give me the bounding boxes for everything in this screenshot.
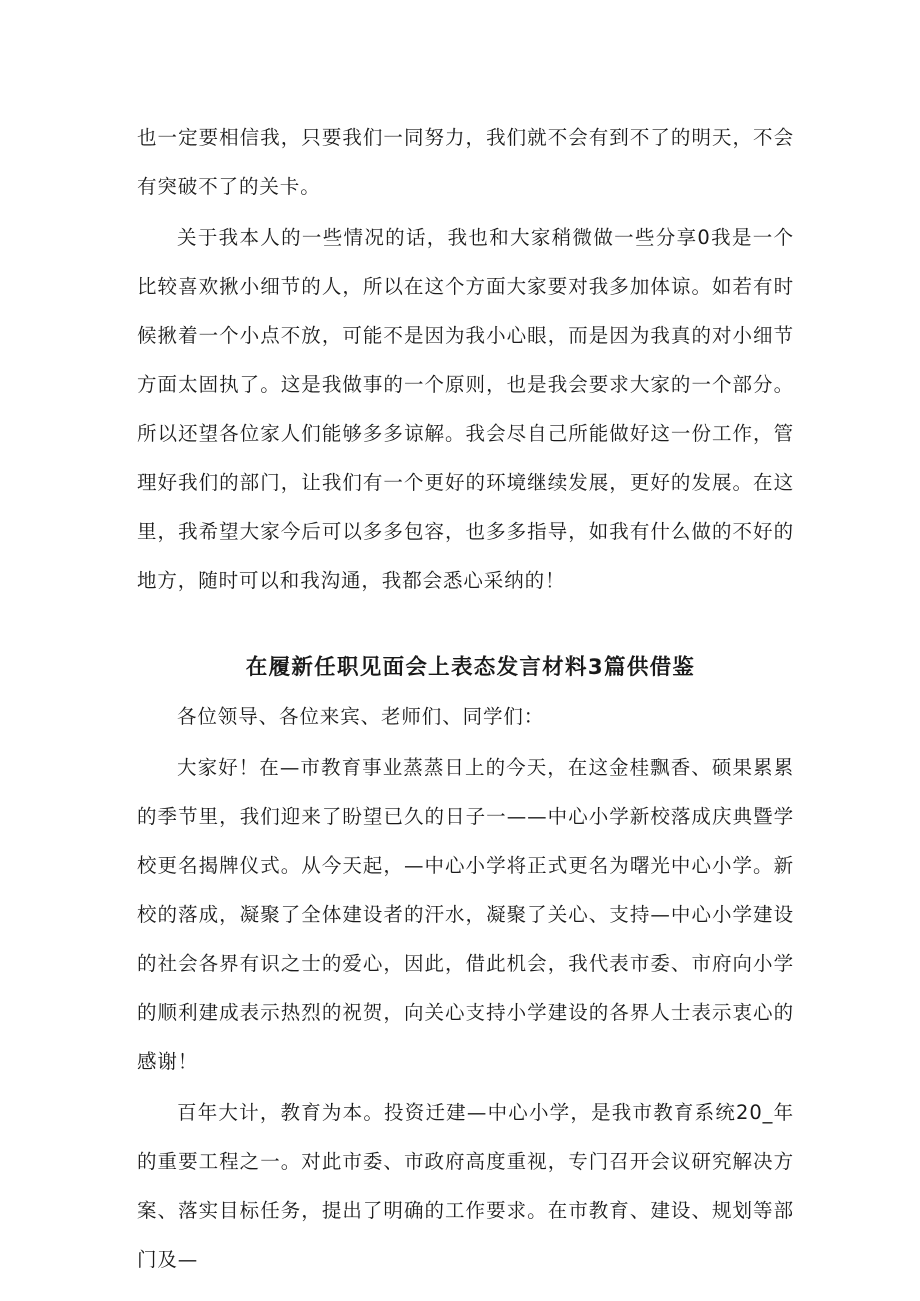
section-title: 在履新任职见面会上表态发言材料3篇供借鉴 bbox=[245, 655, 696, 680]
salutation: 各位领导、各位来宾、老师们、同学们： bbox=[177, 705, 545, 728]
body-paragraph-1: 大家好！在—市教育事业蒸蒸日上的今天，在这金桂飘香、硕果累累的季节里，我们迎来了盼望已久的日子一——中心小学新校落成庆典暨学校更名揭牌仪式。从今天起，—中心小学将正式更名为曙光中心小学。新校的落成，凝聚了全体建设者的汗水，凝聚了关心、支持—中心小学建设的社会各界有识之士的爱心，因此，借此机会，我代表市委、市府向小学的顺利建成表示热烈的祝贺，向关心支持小学建设的各界人士表示衷心的感谢！ bbox=[137, 756, 794, 1073]
body-paragraph-2: 百年大计，教育为本。投资迁建—中心小学，是我市教育系统20_年的重要工程之一。对此市委、市政府高度重视，专门召开会议研究解决方案、落实目标任务，提出了明确的工作要求。在市教育、建设、规划等部门及— bbox=[137, 1101, 794, 1271]
intro-paragraph: 关于我本人的一些情况的话，我也和大家稍微做一些分享0我是一个比较喜欢揪小细节的人，所以在这个方面大家要对我多加体谅。如若有时候揪着一个小点不放，可能不是因为我小心眼，而是因为我真的对小细节方面太固执了。这是我做事的一个原则，也是我会要求大家的一个部分。所以还望各位家人们能够多多谅解。我会尽自己所能做好这一份工作，管理好我们的部门，让我们有一个更好的环境继续发展，更好的发展。在这里，我希望大家今后可以多多包容，也多多指导，如我有什么做的不好的地方，随时可以和我沟通，我都会悉心采纳的！ bbox=[137, 226, 794, 592]
document-page bbox=[137, 113, 794, 1284]
continuation-paragraph: 也一定要相信我，只要我们一同努力，我们就不会有到不了的明天，不会有突破不了的关卡。 bbox=[137, 126, 794, 198]
